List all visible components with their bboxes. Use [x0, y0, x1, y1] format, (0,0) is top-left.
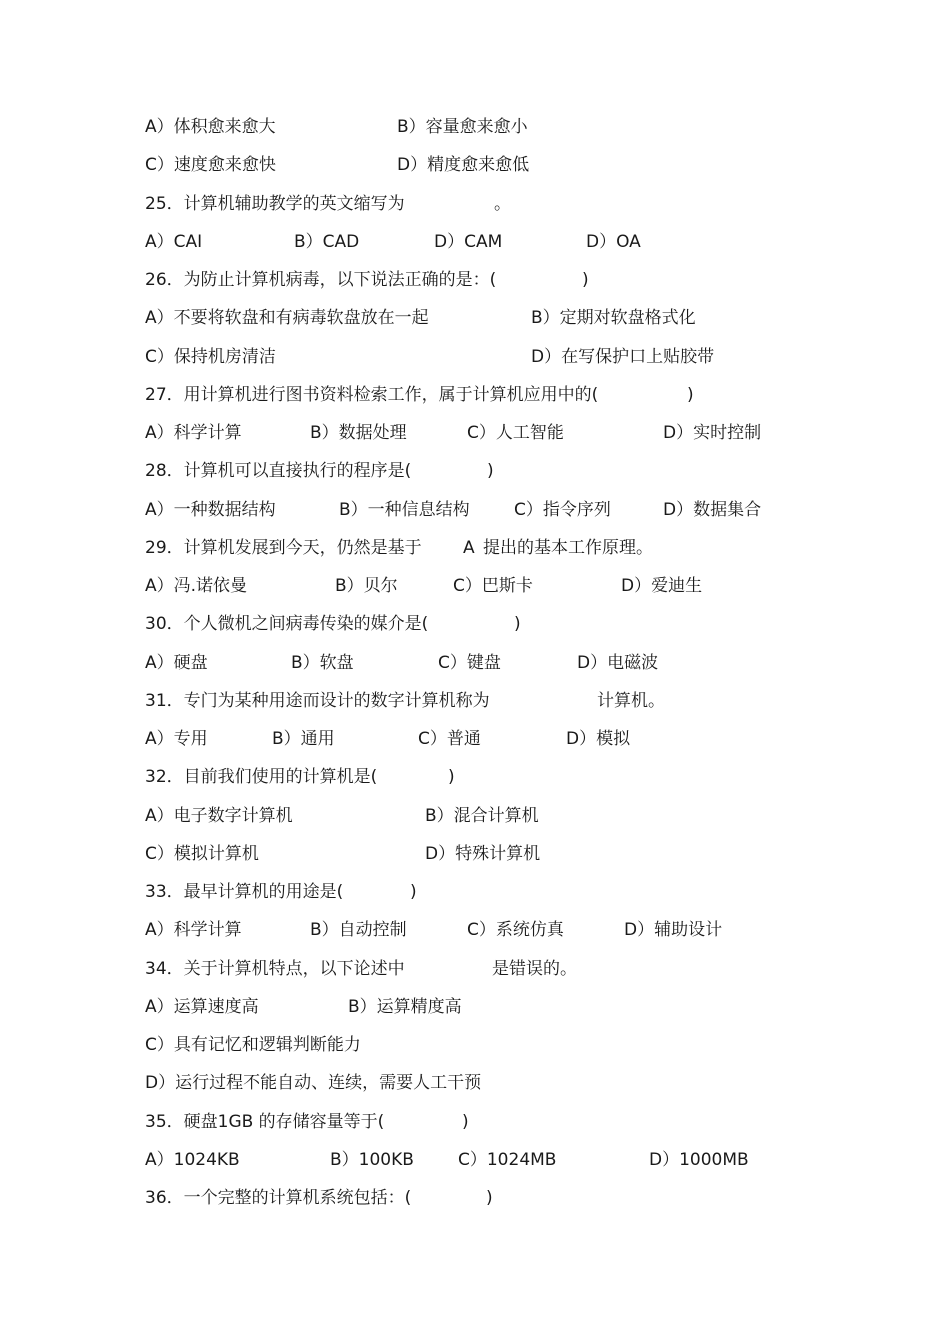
- line-text: 26．为防止计算机病毒，以下说法正确的是：(: [145, 270, 497, 290]
- line-text-segment: 计算机。: [597, 690, 665, 711]
- line-text: 32．目前我们使用的计算机是(: [145, 767, 378, 788]
- document-line: [0, 995, 950, 1033]
- line-text-segment: ): [487, 461, 494, 482]
- document-line: [0, 192, 950, 230]
- line-text-segment: C）巴斯卡: [453, 576, 533, 596]
- document-line: [0, 727, 950, 765]
- line-text-segment: B）通用: [272, 729, 335, 749]
- document-line: [0, 1071, 950, 1109]
- line-text: A）硬盘: [145, 652, 208, 673]
- line-text: 36．一个完整的计算机系统包括：(: [145, 1188, 412, 1208]
- document-line: [0, 612, 950, 650]
- document-line: [0, 306, 950, 344]
- line-text-segment: C）键盘: [438, 652, 501, 673]
- document-line: [0, 765, 950, 803]
- line-text-segment: 。: [494, 193, 511, 214]
- line-text-segment: B）自动控制: [310, 920, 407, 941]
- line-text-segment: ): [582, 270, 589, 290]
- line-text-segment: 提出的基本工作原理。: [483, 537, 653, 558]
- line-text-segment: A: [463, 537, 475, 558]
- line-text-segment: B）100KB: [330, 1149, 414, 1170]
- line-text-segment: C）系统仿真: [467, 920, 564, 941]
- line-text-segment: B）容量愈来愈小: [397, 117, 528, 137]
- document-line: [0, 880, 950, 918]
- document-line: [0, 459, 950, 497]
- line-text: A）体积愈来愈大: [145, 117, 276, 137]
- line-text: A）冯.诺依曼: [145, 576, 248, 596]
- document-line: [0, 1186, 950, 1224]
- line-text: A）专用: [145, 729, 208, 749]
- line-text: C）速度愈来愈快: [145, 155, 276, 176]
- document-line: [0, 421, 950, 459]
- line-text-segment: ): [448, 767, 455, 788]
- line-text: A）不要将软盘和有病毒软盘放在一起: [145, 308, 429, 329]
- line-text: C）模拟计算机: [145, 843, 259, 864]
- line-text-segment: D）数据集合: [663, 499, 762, 520]
- document-line: [0, 536, 950, 574]
- document-line: [0, 345, 950, 383]
- line-text: C）具有记忆和逻辑判断能力: [145, 1035, 361, 1055]
- document-line: [0, 957, 950, 995]
- line-text-segment: D）OA: [586, 231, 641, 252]
- line-text: C）保持机房清洁: [145, 346, 276, 367]
- line-text: 33．最早计算机的用途是(: [145, 882, 344, 902]
- document-line: [0, 115, 950, 153]
- line-text: 35．硬盘1GB 的存储容量等于(: [145, 1111, 385, 1132]
- line-text-segment: D）辅助设计: [624, 920, 723, 941]
- line-text: 27．用计算机进行图书资料检索工作，属于计算机应用中的(: [145, 384, 599, 405]
- line-text-segment: D）实时控制: [663, 423, 762, 443]
- line-text-segment: B）混合计算机: [425, 805, 539, 826]
- line-text-segment: D）在写保护口上贴胶带: [531, 346, 715, 367]
- line-text: 25．计算机辅助教学的英文缩写为: [145, 193, 405, 214]
- line-text-segment: B）CAD: [294, 231, 360, 252]
- document-line: [0, 1148, 950, 1186]
- document-line: [0, 574, 950, 612]
- document-line: [0, 268, 950, 306]
- document-line: [0, 842, 950, 880]
- line-text-segment: B）一种信息结构: [339, 499, 470, 520]
- line-text: A）1024KB: [145, 1149, 240, 1170]
- line-text: A）一种数据结构: [145, 499, 276, 520]
- line-text-segment: D）电磁波: [577, 652, 659, 673]
- document-line: [0, 918, 950, 956]
- line-text-segment: C）人工智能: [467, 423, 564, 443]
- line-text-segment: B）贝尔: [335, 576, 398, 596]
- line-text-segment: D）特殊计算机: [425, 843, 541, 864]
- line-text-segment: D）爱迪生: [621, 576, 703, 596]
- document-line: [0, 689, 950, 727]
- document-line: [0, 1033, 950, 1071]
- document-line: [0, 1110, 950, 1148]
- document-line: [0, 651, 950, 689]
- line-text-segment: ): [687, 384, 694, 405]
- line-text-segment: ): [486, 1188, 493, 1208]
- line-text: 29．计算机发展到今天，仍然是基于: [145, 537, 422, 558]
- line-text: 34．关于计算机特点，以下论述中: [145, 958, 405, 979]
- line-text-segment: ): [514, 614, 521, 635]
- line-text: 28．计算机可以直接执行的程序是(: [145, 461, 412, 482]
- line-text: 30．个人微机之间病毒传染的媒介是(: [145, 614, 429, 635]
- line-text-segment: D）模拟: [566, 729, 631, 749]
- line-text: A）运算速度高: [145, 996, 259, 1017]
- document-line: [0, 230, 950, 268]
- document-line: [0, 804, 950, 842]
- line-text-segment: B）软盘: [291, 652, 354, 673]
- line-text: D）运行过程不能自动、连续，需要人工干预: [145, 1073, 482, 1094]
- document-line: [0, 153, 950, 191]
- document-line: [0, 383, 950, 421]
- line-text-segment: B）运算精度高: [348, 996, 462, 1017]
- line-text-segment: B）数据处理: [310, 423, 407, 443]
- line-text-segment: B）定期对软盘格式化: [531, 308, 696, 329]
- line-text-segment: D）CAM: [434, 231, 503, 252]
- line-text-segment: 是错误的。: [492, 958, 577, 979]
- line-text-segment: C）普通: [418, 729, 481, 749]
- line-text-segment: D）精度愈来愈低: [397, 155, 530, 176]
- line-text-segment: C）1024MB: [458, 1149, 557, 1170]
- line-text: A）电子数字计算机: [145, 805, 293, 826]
- line-text-segment: ): [462, 1111, 469, 1132]
- line-text-segment: C）指令序列: [514, 499, 611, 520]
- line-text-segment: D）1000MB: [649, 1149, 749, 1170]
- line-text-segment: ): [410, 882, 417, 902]
- line-text: A）CAI: [145, 231, 203, 252]
- line-text: A）科学计算: [145, 920, 242, 941]
- document-line: [0, 498, 950, 536]
- line-text: 31．专门为某种用途而设计的数字计算机称为: [145, 690, 490, 711]
- line-text: A）科学计算: [145, 423, 242, 443]
